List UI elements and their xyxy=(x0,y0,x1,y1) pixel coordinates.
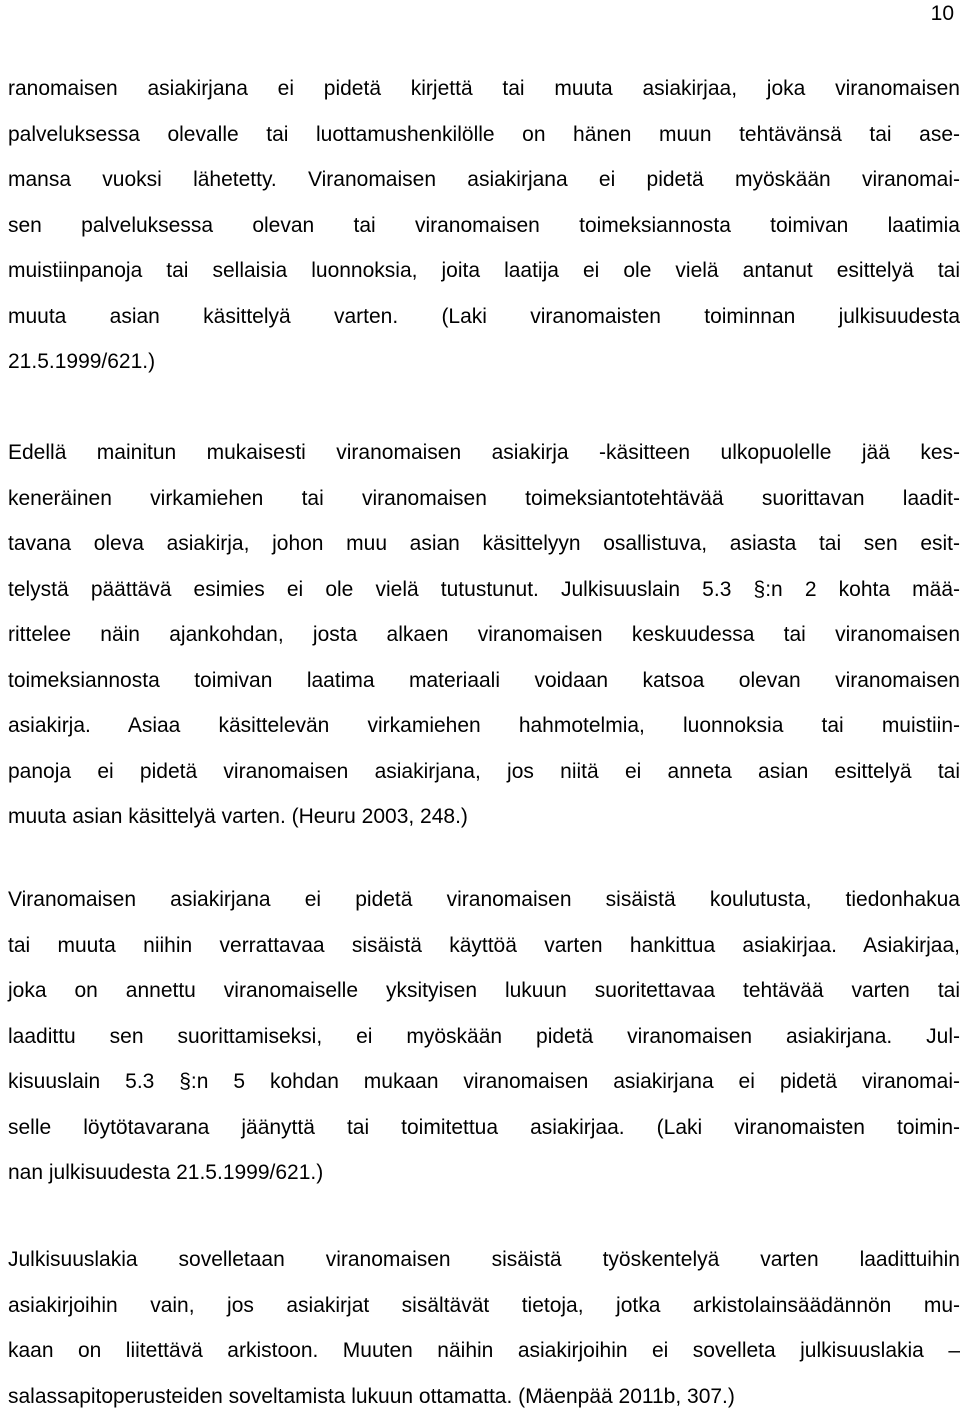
text-line: rittelee näin ajankohdan, josta alkaen viranomaisen keskuudessa tai viranomaisen xyxy=(8,612,960,658)
text-line: asiakirja. Asiaa käsittelevän virkamiehen hahmotelmia, luonnoksia tai muistiin- xyxy=(8,703,960,749)
text-line: kisuuslain 5.3 §:n 5 kohdan mukaan viranomaisen asiakirjana ei pidetä viranomai- xyxy=(8,1059,960,1105)
text-line: selle löytötavarana jäänyttä tai toimitettua asiakirjaa. (Laki viranomaisten toimin- xyxy=(8,1105,960,1151)
text-line: panoja ei pidetä viranomaisen asiakirjana, jos niitä ei anneta asian esittelyä tai xyxy=(8,749,960,795)
text-line: Julkisuuslakia sovelletaan viranomaisen sisäistä työskentelyä varten laadittuihin xyxy=(8,1237,960,1283)
text-line: Edellä mainitun mukaisesti viranomaisen asiakirja -käsitteen ulkopuolelle jää kes- xyxy=(8,430,960,476)
text-line: ranomaisen asiakirjana ei pidetä kirjettä tai muuta asiakirjaa, joka viranomaisen xyxy=(8,66,960,112)
text-line: muistiinpanoja tai sellaisia luonnoksia, joita laatija ei ole vielä antanut esittelyä tai xyxy=(8,248,960,294)
text-line: 21.5.1999/621.) xyxy=(8,339,960,385)
text-line: laadittu sen suorittamiseksi, ei myöskään pidetä viranomaisen asiakirjana. Jul- xyxy=(8,1014,960,1060)
text-line: nan julkisuudesta 21.5.1999/621.) xyxy=(8,1150,960,1196)
text-line: asiakirjoihin vain, jos asiakirjat sisältävät tietoja, jotka arkistolainsäädännön mu- xyxy=(8,1283,960,1329)
text-line: toimeksiannosta toimivan laatima materiaali voidaan katsoa olevan viranomaisen xyxy=(8,658,960,704)
text-line: keneräinen virkamiehen tai viranomaisen toimeksiantotehtävää suorittavan laadit- xyxy=(8,476,960,522)
text-line: muuta asian käsittelyä varten. (Laki viranomaisten toiminnan julkisuudesta xyxy=(8,294,960,340)
text-line: tai muuta niihin verrattavaa sisäistä käyttöä varten hankittua asiakirjaa. Asiakirjaa, xyxy=(8,923,960,969)
text-line: sen palveluksessa olevan tai viranomaisen toimeksiannosta toimivan laatimia xyxy=(8,203,960,249)
text-line: salassapitoperusteiden soveltamista lukuun ottamatta. (Mäenpää 2011b, 307.) xyxy=(8,1374,960,1419)
paragraph-2 xyxy=(8,430,960,840)
paragraph-4 xyxy=(8,1237,960,1419)
text-line: mansa vuoksi lähetetty. Viranomaisen asiakirjana ei pidetä myöskään viranomai- xyxy=(8,157,960,203)
text-line: joka on annettu viranomaiselle yksityisen lukuun suoritettavaa tehtävää varten tai xyxy=(8,968,960,1014)
text-line: muuta asian käsittelyä varten. (Heuru 2003, 248.) xyxy=(8,794,960,840)
text-line: tavana oleva asiakirja, johon muu asian käsittelyyn osallistuva, asiasta tai sen esit- xyxy=(8,521,960,567)
text-line: palveluksessa olevalle tai luottamushenkilölle on hänen muun tehtävänsä tai ase- xyxy=(8,112,960,158)
text-line: kaan on liitettävä arkistoon. Muuten näihin asiakirjoihin ei sovelleta julkisuuslakia – xyxy=(8,1328,960,1374)
page-number: 10 xyxy=(931,2,954,26)
paragraph-1 xyxy=(8,66,960,385)
paragraph-3 xyxy=(8,877,960,1196)
text-line: Viranomaisen asiakirjana ei pidetä viranomaisen sisäistä koulutusta, tiedonhakua xyxy=(8,877,960,923)
text-line: telystä päättävä esimies ei ole vielä tutustunut. Julkisuuslain 5.3 §:n 2 kohta mää- xyxy=(8,567,960,613)
